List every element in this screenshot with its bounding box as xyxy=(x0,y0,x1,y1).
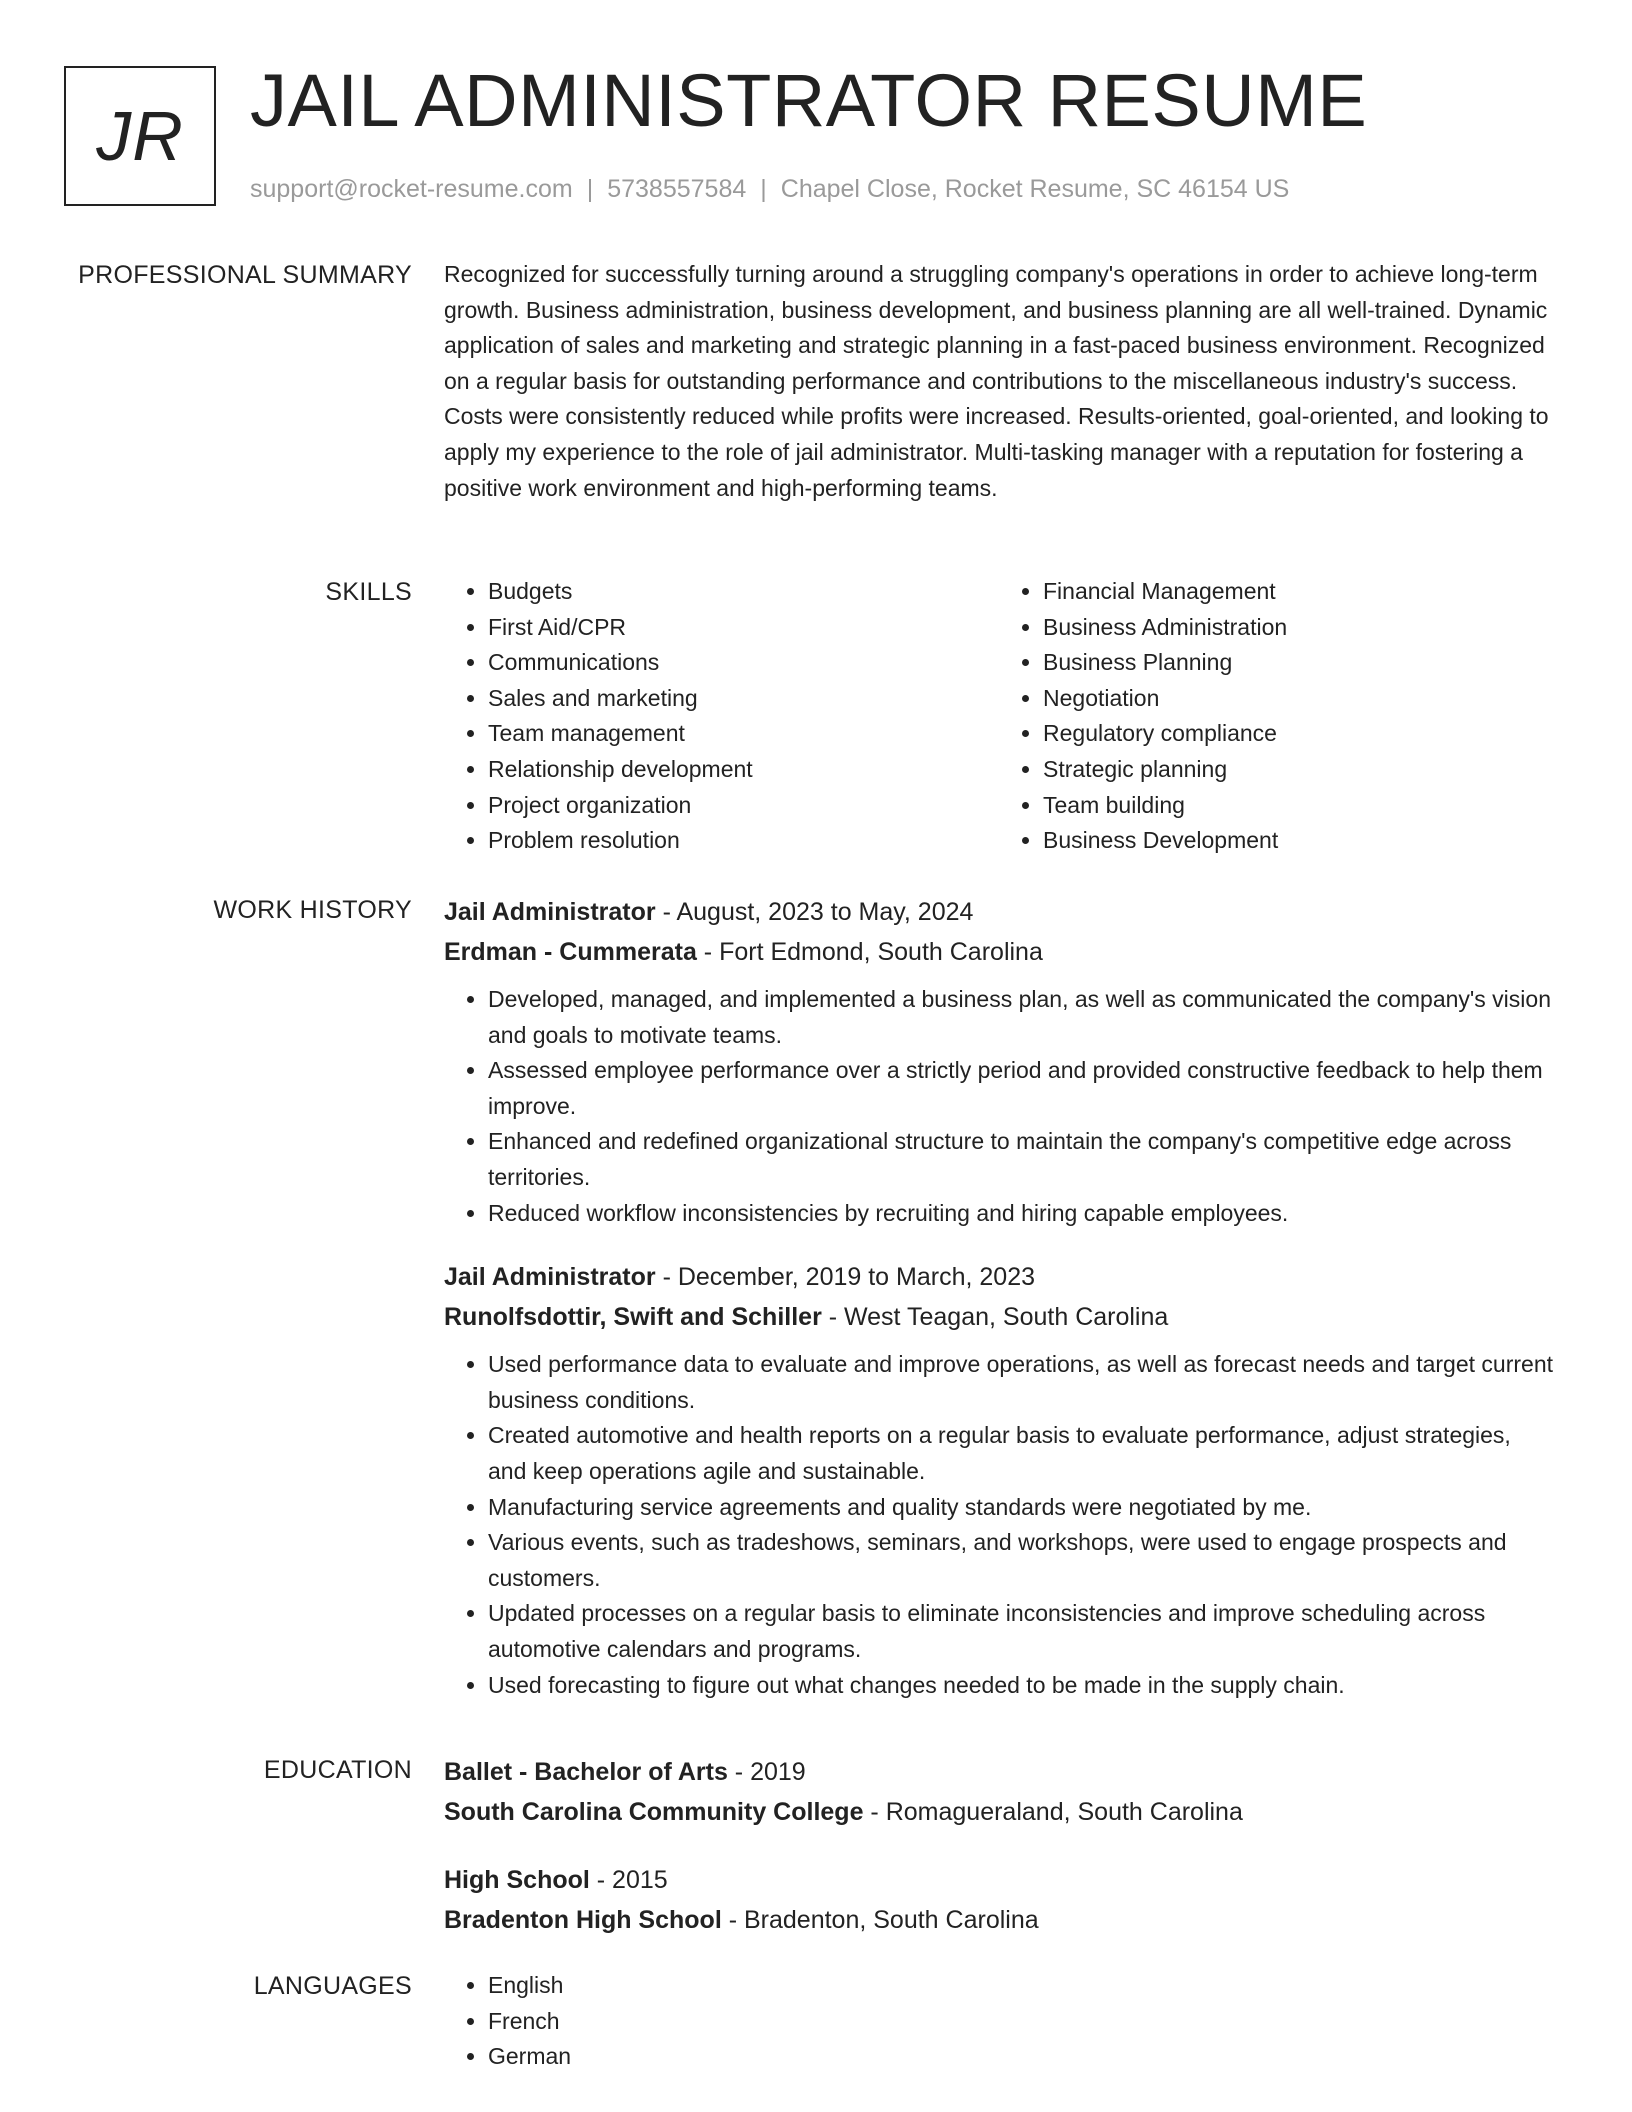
skill-item: • Team management xyxy=(488,716,999,752)
job-bullets xyxy=(444,1347,1554,1703)
contact-email: support@rocket-resume.com xyxy=(250,175,573,203)
education-school-line xyxy=(444,1792,1554,1832)
job-company: Erdman - Cummerata xyxy=(444,938,697,966)
summary-text: Recognized for successfully turning around a struggling company's operations in order to achieve long-term growth. Business administration, business development, and business planning are all well-trained. Dynamic application of sales and marketing and strategic planning in a fast-paced business environment. Recognized on a regular basis for outstanding performance and contributions to the miscellaneous industry's success. Costs were consistently reduced while profits were increased. Results-oriented, goal-oriented, and looking to apply my experience to the role of jail administrator. Multi-tasking manager with a reputation for fostering a positive work environment and high-performing teams. xyxy=(444,261,1549,501)
language-item: • German xyxy=(488,2039,1554,2075)
language-item: • French xyxy=(488,2004,1554,2040)
job-bullet: • Used performance data to evaluate and improve operations, as well as forecast needs and target current business conditions. xyxy=(488,1347,1554,1418)
skills-body xyxy=(444,574,1554,859)
job-bullet: • Created automotive and health reports on a regular basis to evaluate performance, adjust strategies, and keep operations agile and sustainable. xyxy=(488,1418,1554,1489)
skill-item: • Business Development xyxy=(1043,823,1554,859)
skill-item: • Communications xyxy=(488,645,999,681)
skill-item: • First Aid/CPR xyxy=(488,610,999,646)
contact-separator: | xyxy=(760,175,767,203)
skill-item: • Budgets xyxy=(488,574,999,610)
job-entry xyxy=(444,1257,1554,1703)
initials-text: JR xyxy=(96,97,184,175)
languages-heading: LANGUAGES xyxy=(253,1972,412,2000)
skill-item: • Project organization xyxy=(488,788,999,824)
job-company: Runolfsdottir, Swift and Schiller xyxy=(444,1303,822,1332)
education-entry xyxy=(444,1752,1554,1832)
job-title-line xyxy=(444,892,1554,932)
job-bullet: • Used forecasting to figure out what changes needed to be made in the supply chain. xyxy=(488,1668,1554,1704)
skills-columns xyxy=(444,574,1554,859)
skill-item: • Business Administration xyxy=(1043,610,1554,646)
skill-item: • Problem resolution xyxy=(488,823,999,859)
initials-monogram xyxy=(64,66,216,206)
contact-phone: 5738557584 xyxy=(607,175,747,203)
job-dates: - August, 2023 to May, 2024 xyxy=(655,898,974,926)
job-title-line xyxy=(444,1257,1554,1297)
job-bullet: • Updated processes on a regular basis to eliminate inconsistencies and improve scheduling across automotive calendars and programs. xyxy=(488,1596,1554,1667)
work-history-heading: WORK HISTORY xyxy=(213,896,412,924)
education-school-line xyxy=(444,1900,1554,1940)
job-title: Jail Administrator xyxy=(444,1263,656,1292)
skills-heading: SKILLS xyxy=(325,578,412,606)
education-location: - Romagueraland, South Carolina xyxy=(863,1798,1243,1826)
skill-item: • Team building xyxy=(1043,788,1554,824)
skill-item: • Financial Management xyxy=(1043,574,1554,610)
job-company-line xyxy=(444,932,1554,972)
work-history-body xyxy=(444,892,1554,1729)
job-bullet: • Various events, such as tradeshows, seminars, and workshops, were used to engage prospects and customers. xyxy=(488,1525,1554,1596)
job-bullet: • Developed, managed, and implemented a business plan, as well as communicated the company's vision and goals to motivate teams. xyxy=(488,982,1554,1053)
job-company-line xyxy=(444,1297,1554,1337)
education-heading: EDUCATION xyxy=(263,1756,412,1784)
job-bullet: • Assessed employee performance over a strictly period and provided constructive feedback to help them improve. xyxy=(488,1053,1554,1124)
skill-item: • Strategic planning xyxy=(1043,752,1554,788)
job-bullet: • Enhanced and redefined organizational structure to maintain the company's competitive edge across territories. xyxy=(488,1124,1554,1195)
contact-line xyxy=(250,172,1289,206)
education-entry xyxy=(444,1860,1554,1940)
resume-title: JAIL ADMINISTRATOR RESUME xyxy=(250,59,1368,142)
education-degree-line xyxy=(444,1860,1554,1900)
education-degree: Ballet - Bachelor of Arts xyxy=(444,1758,728,1786)
education-body xyxy=(444,1752,1554,1968)
job-title: Jail Administrator xyxy=(444,898,656,926)
education-location: - Bradenton, South Carolina xyxy=(721,1906,1039,1934)
summary-heading: PROFESSIONAL SUMMARY xyxy=(78,261,412,289)
education-school: Bradenton High School xyxy=(444,1906,722,1934)
skill-item: • Relationship development xyxy=(488,752,999,788)
job-bullet: • Reduced workflow inconsistencies by recruiting and hiring capable employees. xyxy=(488,1196,1554,1232)
job-entry xyxy=(444,892,1554,1231)
skill-item: • Sales and marketing xyxy=(488,681,999,717)
skill-item: • Regulatory compliance xyxy=(1043,716,1554,752)
education-degree-line xyxy=(444,1752,1554,1792)
summary-body xyxy=(444,257,1554,506)
job-location: - West Teagan, South Carolina xyxy=(821,1303,1169,1332)
job-location: - Fort Edmond, South Carolina xyxy=(696,938,1043,966)
job-bullet: • Manufacturing service agreements and quality standards were negotiated by me. xyxy=(488,1490,1554,1526)
contact-address: Chapel Close, Rocket Resume, SC 46154 US xyxy=(780,175,1290,203)
languages-body xyxy=(444,1968,1554,2075)
skills-list-right xyxy=(999,574,1554,859)
contact-separator: | xyxy=(586,175,594,203)
education-year: - 2015 xyxy=(589,1866,668,1894)
skills-list-left xyxy=(444,574,999,859)
job-bullets xyxy=(444,982,1554,1231)
education-school: South Carolina Community College xyxy=(444,1798,864,1826)
languages-list xyxy=(444,1968,1554,2075)
education-degree: High School xyxy=(444,1866,590,1894)
job-dates: - December, 2019 to March, 2023 xyxy=(655,1263,1035,1292)
language-item: • English xyxy=(488,1968,1554,2004)
skill-item: • Business Planning xyxy=(1043,645,1554,681)
education-year: - 2019 xyxy=(727,1758,806,1786)
skill-item: • Negotiation xyxy=(1043,681,1554,717)
